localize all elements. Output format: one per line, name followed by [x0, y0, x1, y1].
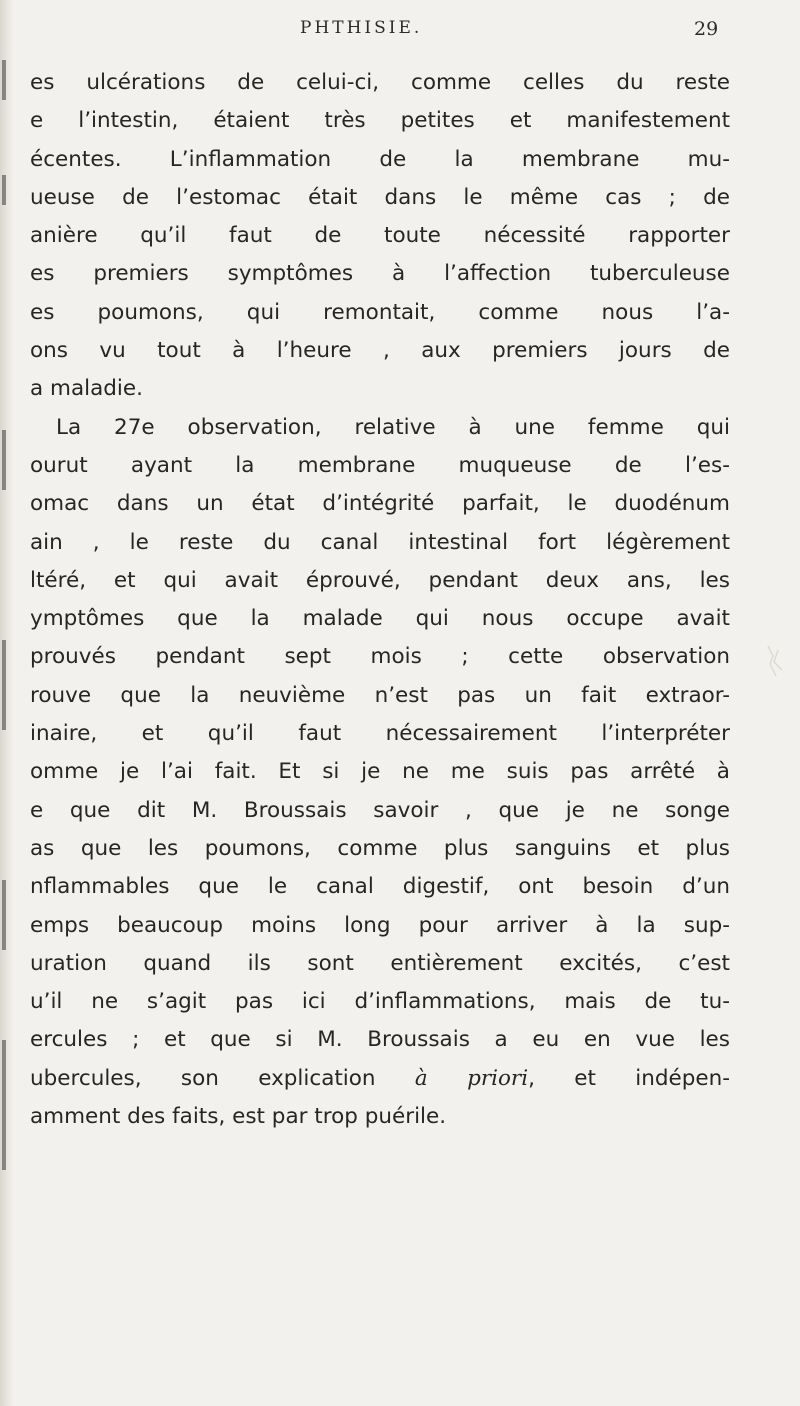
text-line: es ulcérations de celui-ci, comme celles du reste — [30, 70, 730, 95]
text-line: e l’intestin, étaient très petites et manifestement — [30, 108, 730, 134]
paragraph — [30, 409, 730, 1137]
text-line: ourut ayant la membrane muqueuse de l’es- — [30, 452, 730, 478]
text-line: emps beaucoup moins long pour arriver à la sup- — [30, 912, 730, 938]
text-line: ueuse de l’estomac était dans le même cas ; de — [30, 184, 730, 210]
text-line: es poumons, qui remontait, comme nous l’a- — [30, 299, 730, 325]
text-line: u’il ne s’agit pas ici d’inflammations, mais de tu- — [30, 989, 730, 1015]
text-line: ymptômes que la malade qui nous occupe avait — [30, 606, 730, 632]
body-text — [30, 64, 730, 1136]
text-line: amment des faits, est par trop puérile. — [30, 1104, 447, 1130]
gutter-shadow-mark — [2, 1040, 6, 1170]
text-line: anière qu’il faut de toute nécessité rapporter — [30, 223, 730, 249]
text-line: La 27e observation, relative à une femme qui — [56, 414, 730, 440]
text-line: inaire, et qu’il faut nécessairement l’interpréter — [30, 721, 730, 747]
text-segment: ubercules, son explication — [30, 1065, 415, 1091]
paragraph — [30, 64, 730, 409]
text-line: ltéré, et qui avait éprouvé, pendant deux ans, les — [30, 567, 730, 593]
text-line: ons vu tout à l’heure , aux premiers jours de — [30, 338, 730, 364]
page-header — [0, 18, 800, 48]
text-line: omac dans un état d’intégrité parfait, le duodénum — [30, 491, 730, 517]
text-line-with-italic — [30, 1060, 730, 1098]
text-line: nflammables que le canal digestif, ont besoin d’un — [30, 874, 730, 900]
text-line: omme je l’ai fait. Et si je ne me suis pas arrêté à — [30, 759, 730, 785]
text-segment: , et indépen- — [528, 1065, 730, 1091]
text-line: ercules ; et que si M. Broussais a eu en vue les — [30, 1027, 730, 1053]
gutter-shadow-mark — [2, 60, 6, 100]
italic-phrase: à priori — [414, 1065, 529, 1091]
text-line: rouve que la neuvième n’est pas un fait extraor- — [30, 682, 730, 708]
text-line: es premiers symptômes à l’affection tuberculeuse — [30, 261, 730, 287]
text-line: ain , le reste du canal intestinal fort légèrement — [30, 529, 730, 555]
text-line: uration quand ils sont entièrement excités, c’est — [30, 950, 730, 976]
text-line: écentes. L’inflammation de la membrane mu- — [30, 146, 730, 172]
text-line: prouvés pendant sept mois ; cette observation — [30, 644, 730, 670]
gutter-shadow-mark — [2, 175, 6, 205]
text-line: e que dit M. Broussais savoir , que je ne songe — [30, 797, 730, 823]
binding-gutter — [0, 0, 14, 1406]
gutter-shadow-mark — [2, 430, 6, 490]
gutter-shadow-mark — [2, 880, 6, 950]
running-head: PHTHISIE. — [300, 18, 423, 38]
text-line: a maladie. — [30, 376, 143, 402]
paper-blemish — [764, 644, 786, 678]
page-number: 29 — [694, 18, 719, 40]
text-line: as que les poumons, comme plus sanguins et plus — [30, 835, 730, 861]
gutter-shadow-mark — [2, 640, 6, 730]
